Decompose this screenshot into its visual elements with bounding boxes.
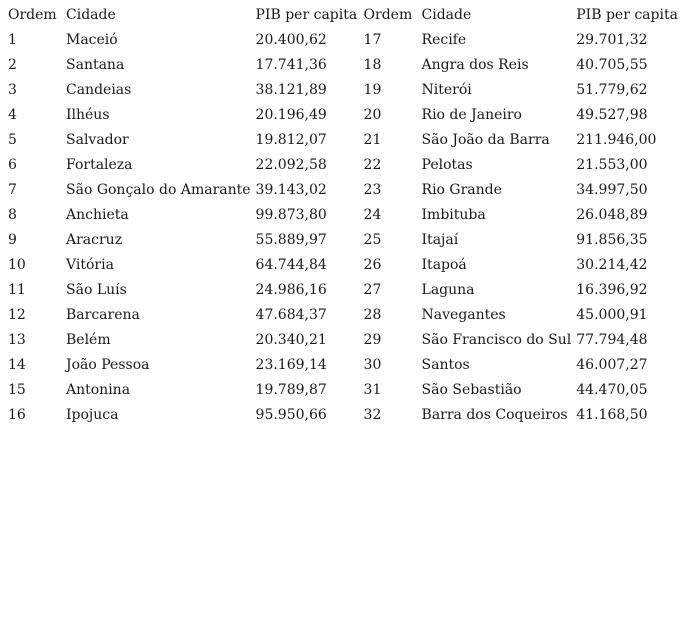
cell-ordem: 11 <box>8 282 26 298</box>
cell-pib: 47.684,37 <box>255 307 327 323</box>
cell-ordem: 21 <box>363 132 382 148</box>
cell-cidade: Imbituba <box>421 207 486 223</box>
cell-ordem: 8 <box>8 207 17 223</box>
cell-pib: 20.196,49 <box>255 107 327 123</box>
cell-ordem: 19 <box>363 82 382 98</box>
cell-ordem: 31 <box>363 382 382 398</box>
cell-pib: 34.997,50 <box>576 182 648 198</box>
cell-ordem: 15 <box>8 382 26 398</box>
table-body <box>3 28 679 428</box>
cell-ordem: 9 <box>8 232 17 248</box>
cell-cidade: Antonina <box>66 382 131 398</box>
header-cidade: Cidade <box>66 7 116 23</box>
cell-ordem: 7 <box>8 182 17 198</box>
cell-ordem: 25 <box>363 232 382 248</box>
cell-pib: 20.400,62 <box>255 32 327 48</box>
table-row <box>3 278 679 303</box>
header-pib: PIB per capita <box>576 7 678 23</box>
cell-cidade: Barra dos Coqueiros <box>421 407 568 423</box>
cell-pib: 39.143,02 <box>255 182 327 198</box>
cell-ordem: 26 <box>363 257 382 273</box>
cell-ordem: 28 <box>363 307 382 323</box>
cell-pib: 51.779,62 <box>576 82 648 98</box>
cell-cidade: São Sebastião <box>421 382 522 398</box>
table-row <box>3 328 679 353</box>
cell-cidade: São Luís <box>66 282 127 298</box>
cell-cidade: São Francisco do Sul <box>421 332 572 348</box>
table-row <box>3 303 679 328</box>
cell-cidade: Vitória <box>66 257 114 273</box>
table-row <box>3 228 679 253</box>
cell-ordem: 13 <box>8 332 26 348</box>
cell-pib: 30.214,42 <box>576 257 648 273</box>
cell-pib: 19.789,87 <box>255 382 327 398</box>
cell-cidade: Aracruz <box>66 232 123 248</box>
cell-pib: 21.553,00 <box>576 157 648 173</box>
cell-cidade: Rio de Janeiro <box>421 107 522 123</box>
cell-ordem: 27 <box>363 282 382 298</box>
cell-ordem: 18 <box>363 57 382 73</box>
cell-pib: 77.794,48 <box>576 332 648 348</box>
cell-cidade: Pelotas <box>421 157 473 173</box>
table-row <box>3 378 679 403</box>
cell-cidade: Itapoá <box>421 257 467 273</box>
cell-pib: 49.527,98 <box>576 107 648 123</box>
cell-cidade: João Pessoa <box>66 357 150 373</box>
cell-pib: 64.744,84 <box>255 257 327 273</box>
cell-ordem: 30 <box>363 357 382 373</box>
header-pib: PIB per capita <box>255 7 358 23</box>
cell-pib: 41.168,50 <box>576 407 648 423</box>
cell-pib: 45.000,91 <box>576 307 648 323</box>
cell-pib: 99.873,80 <box>255 207 327 223</box>
table-header <box>3 3 679 28</box>
table-row <box>3 253 679 278</box>
cell-ordem: 6 <box>8 157 17 173</box>
header-ordem: Ordem <box>8 7 57 23</box>
cell-ordem: 5 <box>8 132 17 148</box>
cell-ordem: 14 <box>8 357 26 373</box>
cell-pib: 38.121,89 <box>255 82 327 98</box>
table-row <box>3 403 679 428</box>
cell-pib: 24.986,16 <box>255 282 327 298</box>
cell-cidade: Barcarena <box>66 307 140 323</box>
table-row <box>3 78 679 103</box>
cell-pib: 20.340,21 <box>255 332 327 348</box>
cell-cidade: Rio Grande <box>421 182 502 198</box>
cell-pib: 23.169,14 <box>255 357 327 373</box>
cell-pib: 22.092,58 <box>255 157 327 173</box>
cell-ordem: 20 <box>363 107 382 123</box>
table-row <box>3 28 679 53</box>
cell-cidade: Maceió <box>66 32 118 48</box>
cell-pib: 26.048,89 <box>576 207 648 223</box>
cell-ordem: 2 <box>8 57 17 73</box>
header-row <box>3 3 679 28</box>
cell-ordem: 23 <box>363 182 382 198</box>
cell-ordem: 12 <box>8 307 26 323</box>
cell-cidade: Itajaí <box>421 232 459 248</box>
cell-cidade: Anchieta <box>66 207 129 223</box>
cell-cidade: Ipojuca <box>66 407 119 423</box>
cell-cidade: Niterói <box>421 82 472 98</box>
cell-ordem: 4 <box>8 107 17 123</box>
cell-ordem: 10 <box>8 257 26 273</box>
table-row <box>3 178 679 203</box>
cell-cidade: Laguna <box>421 282 475 298</box>
cell-pib: 40.705,55 <box>576 57 648 73</box>
table-row <box>3 53 679 78</box>
header-ordem: Ordem <box>363 7 413 23</box>
table-row <box>3 128 679 153</box>
cell-pib: 17.741,36 <box>255 57 327 73</box>
cell-cidade: Ilhéus <box>66 107 110 123</box>
cell-pib: 55.889,97 <box>255 232 327 248</box>
table-row <box>3 353 679 378</box>
cell-cidade: Angra dos Reis <box>421 57 529 73</box>
cell-ordem: 16 <box>8 407 26 423</box>
cell-cidade: Santos <box>421 357 470 373</box>
cell-pib: 44.470,05 <box>576 382 648 398</box>
cell-ordem: 22 <box>363 157 382 173</box>
cell-pib: 211.946,00 <box>576 132 657 148</box>
cell-ordem: 29 <box>363 332 382 348</box>
cell-pib: 95.950,66 <box>255 407 327 423</box>
cell-cidade: Navegantes <box>421 307 506 323</box>
cell-cidade: Santana <box>66 57 125 73</box>
cell-ordem: 3 <box>8 82 17 98</box>
table-row <box>3 103 679 128</box>
cell-ordem: 17 <box>363 32 382 48</box>
cell-ordem: 1 <box>8 32 17 48</box>
cell-pib: 16.396,92 <box>576 282 648 298</box>
cell-cidade: Candeias <box>66 82 132 98</box>
cell-cidade: São João da Barra <box>421 132 550 148</box>
cell-ordem: 32 <box>363 407 382 423</box>
cell-ordem: 24 <box>363 207 382 223</box>
cell-pib: 91.856,35 <box>576 232 648 248</box>
cell-pib: 19.812,07 <box>255 132 327 148</box>
cell-cidade: Recife <box>421 32 467 48</box>
cell-cidade: Fortaleza <box>66 157 133 173</box>
table-row <box>3 203 679 228</box>
pib-table <box>3 3 679 428</box>
cell-cidade: Belém <box>66 332 111 348</box>
header-cidade: Cidade <box>421 7 472 23</box>
cell-cidade: São Gonçalo do Amarante <box>66 182 251 198</box>
table-row <box>3 153 679 178</box>
cell-pib: 29.701,32 <box>576 32 648 48</box>
cell-cidade: Salvador <box>66 132 129 148</box>
cell-pib: 46.007,27 <box>576 357 648 373</box>
